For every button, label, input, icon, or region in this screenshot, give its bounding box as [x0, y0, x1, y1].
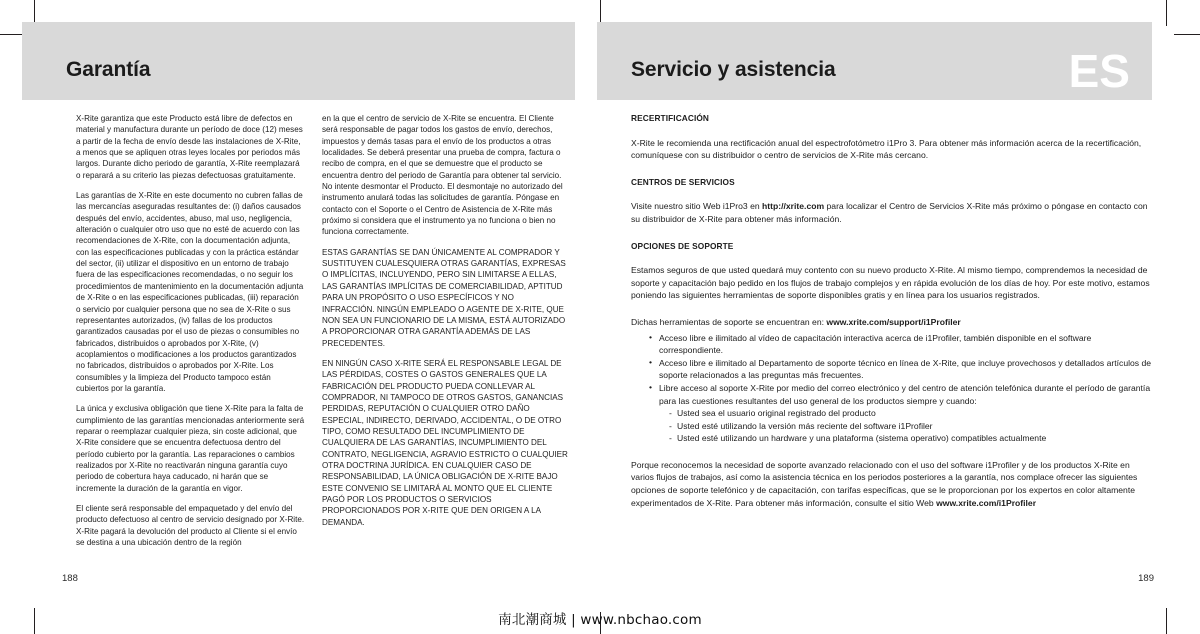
tools-intro-text: Dichas herramientas de soporte se encuentran en: — [631, 316, 827, 327]
paragraph: en la que el centro de servicio de X-Rite se encuentra. El Cliente será responsable de pagar todos los gastos de envío, derechos, impuestos y demás tasas para el envío de los productos a otras localidades. Se deberá presentar una prueba de compra, factura o recibo de compra, en el que se demuestre que el producto se encuentra dentro del periodo de Garantía para obtener tal servicio. No intente desmontar el Producto. El desmontaje no autorizado del instrumento anulará todas las solicitudes de garantía. Póngase en contacto con el Soporte o el Centro de Asistencia de X-Rite más próximo si considera que el instrumento ya no funciona o bien no funciona correctamente. — [322, 114, 563, 237]
paragraph-centros-de-servicios — [631, 200, 1153, 225]
language-code-badge: ES — [1068, 45, 1130, 97]
crop-mark-top-right-horizontal — [1174, 34, 1200, 35]
list-item — [649, 332, 1153, 357]
list-item — [649, 382, 1153, 445]
sub-list-item-label: Usted esté utilizando la versión más reciente del software i1Profiler — [677, 420, 933, 431]
paragraph-disclaimer-warranties: ESTAS GARANTÍAS SE DAN ÚNICAMENTE AL COMPRADOR Y SUSTITUYEN CUALESQUIERA OTRAS GARANTÍAS, EXPRESAS O IMPLÍCITAS, INCLUYENDO, PERO SIN LIMITARSE A ELLAS, LAS GARANTÍAS IMPLÍCITAS DE COMERCIABILIDAD, APTITUD PARA UN PROPÓSITO O USO ESPECÍFICOS Y NO INFRACCIÓN. NINGÚN EMPLEADO O AGENTE DE X-RITE, QUE NON SEA UN FUNCIONARIO DE LA MISMA, ESTÁ AUTORIZADO A PROPORCIONAR OTRA GARANTÍA ADEMÁS DE LAS PRECEDENTES. — [322, 247, 566, 348]
support-tools-list — [631, 332, 1153, 445]
paragraph: La única y exclusiva obligación que tiene X-Rite para la falta de cumplimiento de las garantías mencionadas anteriormente será reparar o reemplazar cualquier pieza, sin coste adicional, que X-Rite considere que se encuentra defectuosa dentro del período cubierto por la garantía. Las reparaciones o cambios realizados por X-Rite no reactivarán ninguna garantía cuyo periodo de cobertura haya caducado, ni harán que se incremente la duración de la garantía en vigor. — [76, 404, 305, 493]
heading-centros-de-servicios: CENTROS DE SERVICIOS — [631, 176, 735, 187]
paragraph-opciones-de-soporte: Estamos seguros de que usted quedará muy contento con su nuevo producto X-Rite. Al mismo tiempo, comprendemos la necesidad de soporte y capacitación bajo pedido en los flujos de trabajo complejos y en rápida evolución de los días de hoy. Por este motivo, estamos poniendo las siguientes herramientas de soporte disponibles gratis y en línea para los usuarios registrados. — [631, 265, 1150, 301]
heading-opciones-de-soporte: OPCIONES DE SOPORTE — [631, 240, 734, 251]
list-item-label: Acceso libre e ilimitado al Departamento de soporte técnico en línea de X-Rite, que incluye provechosos y detallados artículos de soporte relacionados a las preguntas más frecuentes. — [659, 357, 1152, 381]
right-page-title: Servicio y asistencia — [631, 58, 836, 81]
list-item-label: Libre acceso al soporte X-Rite por medio del correo electrónico y del centro de atención telefónica durante el período de garantía para las cuestiones resultantes del uso general de los productos siempre y cuando: — [659, 382, 1151, 406]
left-page-column-a — [76, 113, 305, 557]
sub-list-item — [669, 420, 1153, 433]
right-page-body — [631, 112, 1153, 523]
left-page-column-b — [322, 113, 568, 537]
paragraph-recertificacion: X-Rite le recomienda una rectificación anual del espectrofotómetro i1Pro 3. Para obtener más información acerca de la recertificación, comuníquese con su distribuidor o centro de servicios de X-Rite más cercano. — [631, 137, 1142, 161]
sub-list-item — [669, 432, 1153, 445]
crop-mark-top-right-vertical — [1166, 0, 1167, 26]
link-support-i1profiler[interactable]: www.xrite.com/support/i1Profiler — [826, 316, 961, 327]
paragraph: X-Rite garantiza que este Producto está libre de defectos en material y manufactura durante un período de doce (12) meses a partir de la fecha de envío desde las instalaciones de X-Rite, a menos que se apliquen otras leyes locales por periodos más largos. Durante dicho periodo de garantía, X-Rite reemplazará o reparará a su criterio las piezas defectuosas gratuitamente. — [76, 114, 303, 180]
closing-text: Porque reconocemos la necesidad de soporte avanzado relacionado con el uso del software i1Profiler y de los productos X-Rite en varios flujos de trabajos, así como la asistencia técnica en los periodos posteriores a la garantía, nos complace ofrecer las siguientes opciones de soporte telefónico y de capacitación, con tarifas específicas, que se le proporcionan por los expertos en color altamente experimentados de X-Rite. Para obtener más información, consulte el sitio Web — [631, 459, 1138, 508]
right-page-folio: 189 — [1138, 573, 1154, 584]
sub-list-item-label: Usted sea el usuario original registrado del producto — [677, 408, 876, 419]
paragraph-tools-intro — [631, 316, 1153, 329]
link-xrite-i1profiler[interactable]: www.xrite.com/i1Profiler — [936, 497, 1037, 508]
sub-list-item — [669, 407, 1153, 420]
centros-text-pre: Visite nuestro sitio Web i1Pro3 en — [631, 201, 763, 212]
left-page-title: Garantía — [66, 58, 151, 81]
heading-recertificacion: RECERTIFICACIÓN — [631, 113, 710, 123]
paragraph-disclaimer-liability: EN NINGÚN CASO X-RITE SERÁ EL RESPONSABLE LEGAL DE LAS PÉRDIDAS, COSTES O GASTOS GENERALES QUE LA FABRICACIÓN DEL PRODUCTO PUEDA CONLLEVAR AL COMPRADOR, NI TAMPOCO DE OTROS GASTOS, GANANCIAS PERDIDAS, REPUTACIÓN O CUALQUIER OTRO DAÑO ESPECIAL, INDIRECTO, DERIVADO, ACCIDENTAL, O DE OTRO TIPO, COMO RESULTADO DEL INCUMPLIMIENTO DE CUALQUIERA DE LAS GARANTÍAS, INCUMPLIMIENTO DEL CONTRATO, NEGLIGENCIA, AGRAVIO ESTRICTO O CUALQUIER OTRA DOCTRINA JURÍDICA. EN CUALQUIER CASO DE RESPONSABILIDAD, LA ÚNICA OBLIGACIÓN DE X-RITE BAJO ESTE CONVENIO SE LIMITARÁ AL MONTO QUE EL CLIENTE PAGÓ POR LOS PRODUCTOS O SERVICIOS PROPORCIONADOS POR X-RITE QUE DEN ORIGEN A LA DEMANDA. — [322, 358, 568, 527]
centros-text-post: para localizar el Centro de Servicios X-Rite más próximo o póngase en contacto con su distribuidor de X-Rite para obtener más información. — [631, 201, 1148, 224]
right-page-header-band — [597, 22, 1152, 100]
crop-mark-top-center — [600, 0, 601, 22]
paragraph-closing — [631, 459, 1153, 509]
list-item-label: Acceso libre e ilimitado al vídeo de capacitación interactiva acerca de i1Profiler, también disponible en el software correspondiente. — [659, 332, 1092, 356]
sub-list-item-label: Usted esté utilizando un hardware y una plataforma (sistema operativo) compatibles actualmente — [677, 433, 1047, 444]
support-conditions-sublist — [659, 407, 1153, 445]
paragraph: El cliente será responsable del empaquetado y del envío del producto defectuoso al centro de servicio designado por X-Rite. X-Rite pagará la devolución del producto al Cliente si el envío se destina a una ubicación dentro de la región — [76, 504, 305, 548]
link-xrite-com[interactable]: http://xrite.com — [762, 201, 825, 212]
left-page-folio: 188 — [62, 573, 78, 584]
list-item — [649, 357, 1153, 382]
paragraph: Las garantías de X-Rite en este documento no cubren fallas de las mercancías aseguradas resultantes de: (i) daños causados después del envío, accidentes, abuso, mal uso, negligencia, alteración o cualquier otro uso que no esté de acuerdo con las recomendaciones de X-Rite, con la documentación adjunta, con las especificaciones publicadas y con la práctica estándar del sector, (ii) utilizar el dispositivo en un entorno de trabajo fuera de las especificaciones recomendadas, o no seguir los procedimientos de mantenimiento en la documentación adjunta de X-Rite o en las especificaciones publicadas, (iii) reparación o servicio por cualquier persona que no sea de X-Rite o sus representantes autorizados, (iv) fallas de los productos garantizados causadas por el uso de piezas o consumibles no fabricados, distribuidos o aprobados por X-Rite, (v) acoplamientos o modificaciones a los productos garantizados no fabricados, distribuidos o aprobados por X-Rite. Los consumibles y la limpieza del Producto tampoco están cubiertos por la garantía. — [76, 191, 304, 393]
watermark-footer: 南北潮商城 | www.nbchao.com — [498, 612, 702, 628]
left-page-header-band — [22, 22, 575, 100]
